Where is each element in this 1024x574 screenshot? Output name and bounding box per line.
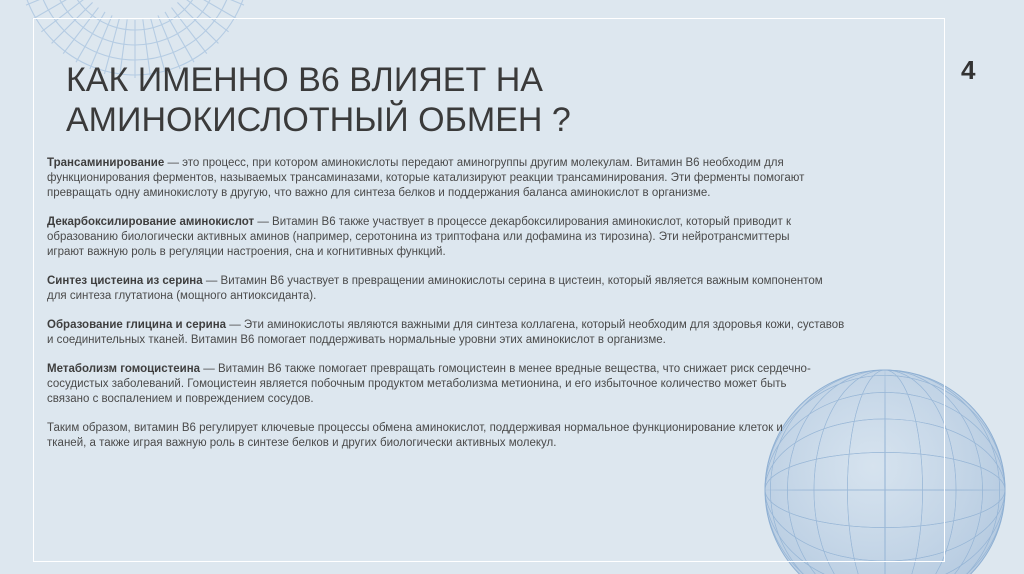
paragraph-line bbox=[47, 215, 917, 230]
slide-title bbox=[66, 60, 826, 140]
paragraph-cysteine-synthesis bbox=[47, 274, 917, 304]
paragraph-line: превращать одну аминокислоту в другую, что важно для синтеза белков и поддержания баланса аминокислот в организме. bbox=[47, 187, 711, 199]
paragraph-line bbox=[47, 362, 917, 377]
paragraph-text: — это процесс, при котором аминокислоты передают аминогруппы другим молекулам. Витамин В6 необходим для bbox=[164, 157, 784, 169]
paragraph-conclusion bbox=[47, 421, 917, 451]
paragraph-line: играют важную роль в регуляции настроения, сна и когнитивных функций. bbox=[47, 246, 446, 258]
paragraph-line: сосудистых заболеваний. Гомоцистеин является побочным продуктом метаболизма метионина, и его избыточное количество может быть bbox=[47, 378, 787, 390]
paragraph-term: Трансаминирование bbox=[47, 157, 165, 169]
paragraph-decarboxylation bbox=[47, 215, 917, 260]
title-line: КАК ИМЕННО В6 ВЛИЯЕТ НА bbox=[66, 61, 543, 99]
paragraph-line: и соединительных тканей. Витамин В6 помогает поддерживать нормальные уровни этих аминокислот в организме. bbox=[47, 334, 666, 346]
title-line: АМИНОКИСЛОТНЫЙ ОБМЕН ? bbox=[66, 101, 571, 139]
paragraph-term: Метаболизм гомоцистеина bbox=[47, 363, 201, 375]
slide-number-column bbox=[944, 18, 995, 560]
paragraph-line: тканей, а также играя важную роль в синтезе белков и других биологически активных молекул. bbox=[47, 437, 557, 449]
paragraph-line bbox=[47, 274, 917, 289]
slide-body bbox=[47, 156, 917, 465]
paragraph-line: функционирования ферментов, называемых трансаминазами, которые катализируют реакции трансаминирования. Эти ферменты помогают bbox=[47, 172, 805, 184]
paragraph-glycine-serine bbox=[47, 318, 917, 348]
paragraph-text: — Эти аминокислоты являются важными для синтеза коллагена, который необходим для здоровья кожи, суставов bbox=[226, 319, 845, 331]
paragraph-text: — Витамин В6 также участвует в процессе декарбоксилирования аминокислот, который приводит к bbox=[254, 216, 791, 228]
paragraph-term: Синтез цистеина из серина bbox=[47, 275, 203, 287]
paragraph-line: образованию биологически активных аминов (например, серотонина из триптофана или дофамина из тирозина). Эти нейротрансмиттеры bbox=[47, 231, 790, 243]
paragraph-transamination bbox=[47, 156, 917, 201]
paragraph-line: Таким образом, витамин В6 регулирует ключевые процессы обмена аминокислот, поддерживая нормальное функционирование клеток и bbox=[47, 422, 783, 434]
paragraph-line: для синтеза глутатиона (мощного антиоксиданта). bbox=[47, 290, 317, 302]
paragraph-line: связано с воспалением и повреждением сосудов. bbox=[47, 393, 314, 405]
slide-number: 4 bbox=[961, 55, 976, 85]
paragraph-text: — Витамин В6 участвует в превращении аминокислоты серина в цистеин, который является важным компонентом bbox=[202, 275, 823, 287]
paragraph-text: — Витамин В6 также помогает превращать гомоцистеин в менее вредные вещества, что снижает риск сердечно- bbox=[200, 363, 811, 375]
paragraph-term: Декарбоксилирование аминокислот bbox=[47, 216, 255, 228]
paragraph-homocysteine bbox=[47, 362, 917, 407]
paragraph-line bbox=[47, 318, 917, 333]
paragraph-term: Образование глицина и серина bbox=[47, 319, 227, 331]
paragraph-line bbox=[47, 156, 917, 171]
